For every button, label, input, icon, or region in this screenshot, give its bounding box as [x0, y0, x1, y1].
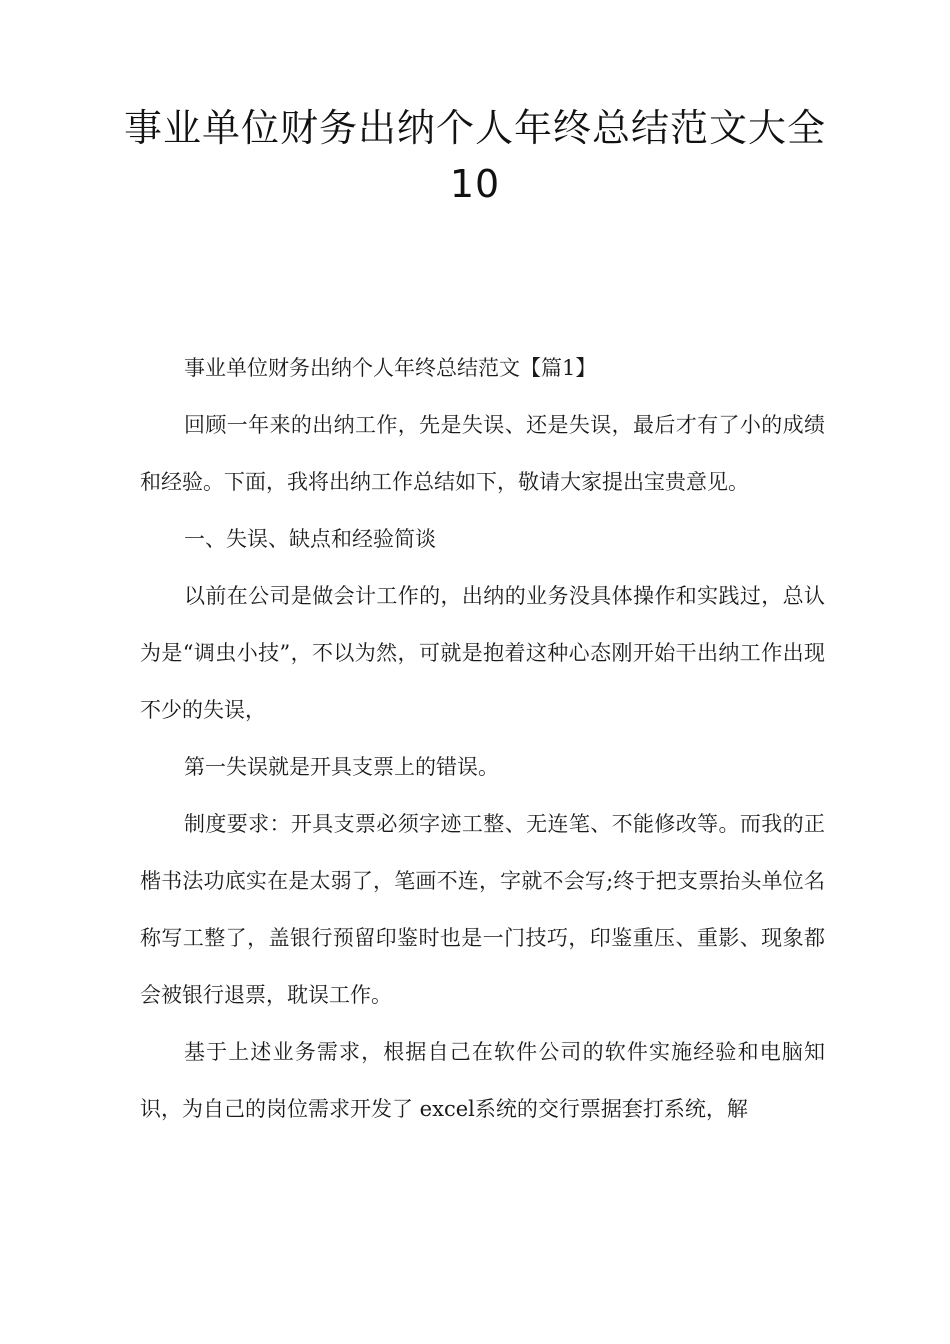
- paragraph-review: 回顾一年来的出纳工作，先是失误、还是失误，最后才有了小的成绩和经验。下面，我将出纳工作总结如下，敬请大家提出宝贵意见。: [140, 413, 825, 494]
- section-heading-mistakes: 一、失误、缺点和经验简谈: [184, 527, 436, 551]
- section-heading-part1: 事业单位财务出纳个人年终总结范文【篇1】: [184, 356, 597, 380]
- paragraph-background: 以前在公司是做会计工作的，出纳的业务没具体操作和实践过，总认为是“调虫小技”，不以为然，可就是抱着这种心态刚开始干出纳工作出现不少的失误，: [140, 584, 825, 722]
- paragraph-first-mistake: 第一失误就是开具支票上的错误。: [184, 755, 499, 779]
- document-title: 事业单位财务出纳个人年终总结范文大全10: [123, 106, 826, 206]
- paragraph-system-dev: 基于上述业务需求，根据自己在软件公司的软件实施经验和电脑知识，为自己的岗位需求开发了 excel系统的交行票据套打系统，解: [140, 1040, 825, 1121]
- document-body: [140, 340, 825, 1138]
- paragraph-check-rules: 制度要求：开具支票必须字迹工整、无连笔、不能修改等。而我的正楷书法功底实在是太弱了，笔画不连，字就不会写;终于把支票抬头单位名称写工整了，盖银行预留印鉴时也是一门技巧，印鉴重压、重影、现象都会被银行退票，耽误工作。: [140, 812, 825, 1007]
